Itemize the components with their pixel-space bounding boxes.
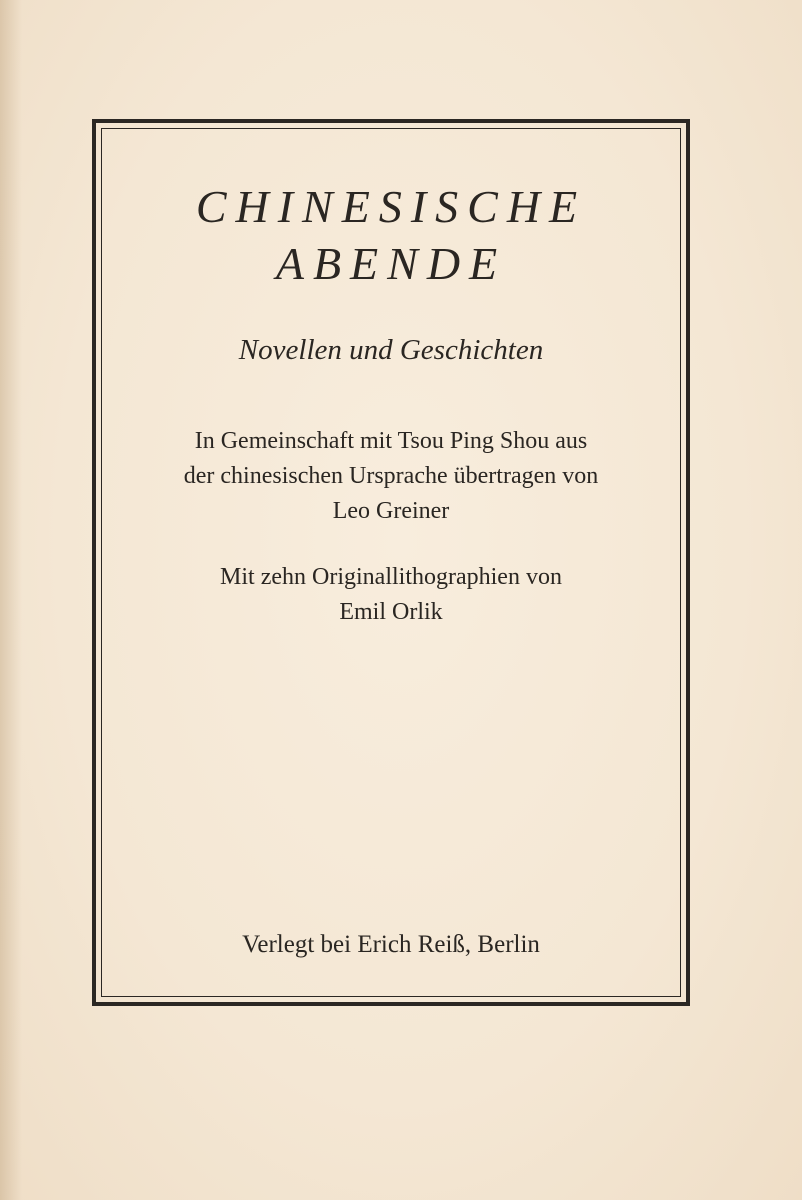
translation-credit-line: In Gemeinschaft mit Tsou Ping Shou aus: [194, 428, 588, 454]
translation-credit: [101, 424, 681, 529]
publisher-imprint: Verlegt bei Erich Reiß, Berlin: [242, 931, 540, 958]
translator-name: Leo Greiner: [332, 498, 450, 524]
illustration-credit-line: Mit zehn Originallithographien von: [220, 564, 562, 590]
title-page-content: [101, 128, 681, 997]
book-title-line-2: ABENDE: [275, 238, 507, 289]
book-title-line-1: CHINESISCHE: [195, 181, 587, 232]
translation-credit-line: der chinesischen Ursprache übertragen von: [183, 463, 599, 489]
book-subtitle: Novellen und Geschichten: [238, 334, 544, 366]
spine-shadow: [0, 0, 22, 1200]
illustration-credit: [101, 560, 681, 630]
illustrator-name: Emil Orlik: [339, 599, 443, 625]
